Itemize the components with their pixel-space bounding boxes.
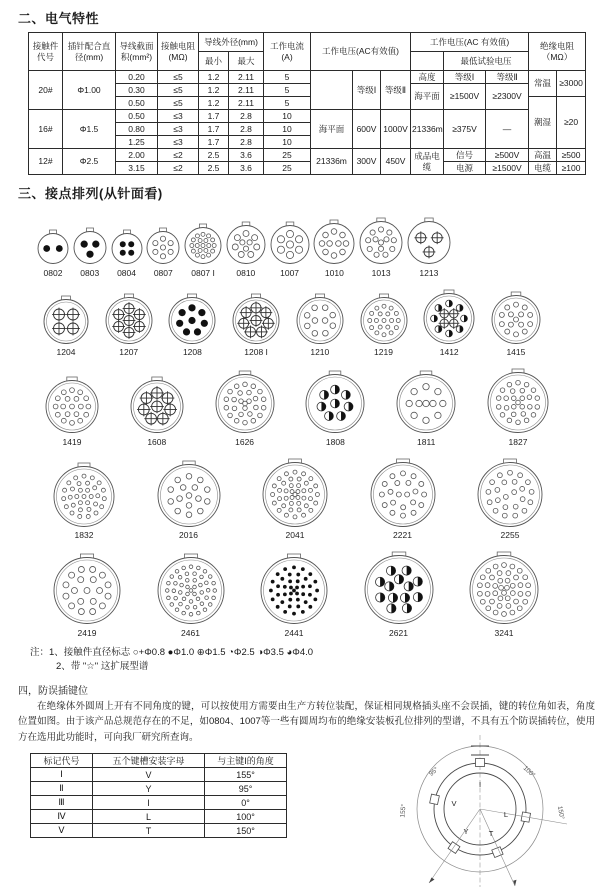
table-cell: ≥20 xyxy=(557,97,586,149)
table-cell: 10 xyxy=(264,123,311,136)
connector-figure xyxy=(359,292,409,358)
table-cell: 2.8 xyxy=(229,136,264,149)
connector-face-icon xyxy=(369,457,437,529)
connector-face-icon xyxy=(145,226,181,266)
connector-face-icon xyxy=(486,367,550,435)
col-header-working-current: 工作电流(A) xyxy=(264,33,311,71)
connector-label: 1013 xyxy=(371,267,391,278)
table-cell: ≥1500V xyxy=(444,84,486,110)
table-cell: 100° xyxy=(205,810,287,824)
keytab-header-code: 标记代号 xyxy=(31,754,93,768)
table-cell: 电缆 xyxy=(529,162,557,175)
table-cell: I xyxy=(93,796,205,810)
col-header-blank xyxy=(411,52,444,71)
key-letter-L: L xyxy=(503,810,509,820)
table-cell: ≤2 xyxy=(158,162,199,175)
table-cell: 2.11 xyxy=(229,71,264,84)
section2-heading: 二、电气特性 xyxy=(18,11,100,26)
angle-label-150: 150° xyxy=(555,805,566,821)
connector-face-icon xyxy=(52,461,116,529)
connector-figure xyxy=(261,457,329,541)
table-cell: Ⅲ xyxy=(31,796,93,810)
connector-figure xyxy=(44,375,100,447)
connector-label: 1208 xyxy=(182,347,202,357)
table-row xyxy=(31,796,287,810)
col-header-wire-od: 导线外径(mm) xyxy=(199,33,264,52)
table-cell: Φ1.5 xyxy=(63,110,116,149)
angle-label-95: 95° xyxy=(427,766,440,778)
connector-label: 1808 xyxy=(325,436,345,447)
connector-row xyxy=(42,288,542,358)
connector-label: 2221 xyxy=(393,530,412,540)
connector-face-icon xyxy=(36,228,70,266)
angle-label-100: 100° xyxy=(521,764,537,780)
connector-figure xyxy=(395,369,457,447)
table-cell: Φ1.00 xyxy=(63,71,116,110)
connector-figure xyxy=(369,457,437,541)
table-cell: ≤5 xyxy=(158,71,199,84)
connector-figure xyxy=(104,292,154,358)
table-cell: 2.11 xyxy=(229,97,264,110)
connector-figure xyxy=(214,369,276,447)
table-row xyxy=(29,71,586,84)
connector-face-icon xyxy=(156,552,226,626)
table-cell: 信号 xyxy=(444,149,486,162)
connector-label: 1213 xyxy=(419,267,439,278)
table-cell: 450V xyxy=(381,149,411,175)
table-cell: 2.5 xyxy=(199,149,229,162)
table-row xyxy=(31,824,287,838)
table-row xyxy=(31,768,287,782)
table-cell: 20# xyxy=(29,71,63,110)
keying-angle-table xyxy=(30,753,287,838)
table-cell: ≥375V xyxy=(444,110,486,149)
table-cell: 潮湿 xyxy=(529,97,557,149)
connector-label: 2041 xyxy=(285,530,305,540)
table-cell: 1.7 xyxy=(199,136,229,149)
connector-face-icon xyxy=(269,220,311,266)
connector-face-icon xyxy=(468,550,540,626)
connector-figure xyxy=(490,290,542,358)
connector-label: 0803 xyxy=(80,267,100,278)
connector-label: 2441 xyxy=(284,627,304,638)
table-cell: 21336m xyxy=(411,110,444,149)
table-cell: Ⅳ xyxy=(31,810,93,824)
section4-paragraph: 在绝缘体外圆周上开有不同角度的键，可以按使用方需要由生产方转位装配，保证相同规格插头座不会误插，键的转位角如表，角度位置如图。由于该产品总规范存在的不足，如0804、1007等一些有圆周均布的绝缘安装板孔位排列的型谱，不具有五个防误插转位，使用方在选用此功能时，可向我厂研究所查询。 xyxy=(18,701,595,743)
table-cell: 1.25 xyxy=(116,136,158,149)
connector-label: 2255 xyxy=(500,530,520,540)
table-cell: — xyxy=(486,110,529,149)
connector-figure xyxy=(225,220,267,278)
table-cell: 成品电缆 xyxy=(411,149,444,175)
connector-face-icon xyxy=(225,220,267,266)
connector-face-icon xyxy=(422,288,476,346)
col-header-min-test-voltage: 最低试验电压 xyxy=(444,52,529,71)
connector-figure xyxy=(110,228,144,278)
table-cell: 1.7 xyxy=(199,110,229,123)
connector-label: 1010 xyxy=(324,267,344,278)
connector-row xyxy=(36,216,452,278)
keytab-header-angle: 与主键I的角度 xyxy=(205,754,287,768)
connector-face-icon xyxy=(129,375,185,435)
connector-label: 2621 xyxy=(389,627,408,638)
connector-face-icon xyxy=(490,290,542,346)
table-cell: ≥500V xyxy=(486,149,529,162)
table-cell: ≥500 xyxy=(557,149,586,162)
notes-block xyxy=(30,646,613,675)
table-cell: ≥3000 xyxy=(557,71,586,97)
table-cell: ≥100 xyxy=(557,162,586,175)
connector-figure xyxy=(363,550,435,638)
table-cell: 1.7 xyxy=(199,123,229,136)
connector-label: 1007 xyxy=(280,267,300,278)
connector-face-icon xyxy=(156,459,222,529)
table-cell: 常温 xyxy=(529,71,557,97)
table-cell: 2.00 xyxy=(116,149,158,162)
table-cell: 0.80 xyxy=(116,123,158,136)
connector-face-icon xyxy=(261,457,329,529)
connector-face-icon xyxy=(359,292,409,346)
connector-figure xyxy=(468,550,540,638)
keyway-diagram-icon xyxy=(383,731,589,891)
connector-label: 0810 xyxy=(236,267,256,278)
connector-figure xyxy=(476,457,544,541)
table-cell: Φ2.5 xyxy=(63,149,116,175)
table-cell: 16# xyxy=(29,110,63,149)
connector-label: 1608 xyxy=(147,436,167,447)
table-cell: 5 xyxy=(264,84,311,97)
section3-heading: 三、接点排列(从针面看) xyxy=(18,186,163,201)
table-cell: 25 xyxy=(264,162,311,175)
table-cell: 0.50 xyxy=(116,110,158,123)
connector-figure xyxy=(72,226,108,278)
connector-figure xyxy=(259,552,329,638)
table-cell: ≥2300V xyxy=(486,84,529,110)
connector-figure xyxy=(358,216,404,278)
table-cell: 3.6 xyxy=(229,162,264,175)
connector-face-icon xyxy=(304,369,366,435)
connector-label: 1412 xyxy=(439,347,459,357)
table-cell: 电源 xyxy=(444,162,486,175)
connector-face-icon xyxy=(167,292,217,346)
bottom-section xyxy=(0,753,613,896)
connector-label: 1827 xyxy=(508,436,528,447)
col-header-insulation-resistance: 绝缘电阻（MΩ） xyxy=(529,33,586,71)
key-letter-Y: Y xyxy=(463,827,469,837)
table-cell: 150° xyxy=(205,824,287,838)
table-cell: 3.15 xyxy=(116,162,158,175)
connector-figure xyxy=(129,375,185,447)
connector-label: 1415 xyxy=(506,347,526,357)
electrical-characteristics-table xyxy=(28,32,586,175)
connector-figure xyxy=(156,459,222,541)
table-cell: V xyxy=(93,768,205,782)
connector-figure xyxy=(312,218,356,278)
connector-face-icon xyxy=(358,216,404,266)
connector-diagram-grid xyxy=(0,216,613,638)
connector-face-icon xyxy=(406,216,452,266)
connector-face-icon xyxy=(72,226,108,266)
connector-face-icon xyxy=(42,294,90,346)
connector-figure xyxy=(295,292,345,358)
note-line-2: 2、带 "☆" 这扩展型谱 xyxy=(56,660,149,672)
note-line-1: 注：1、接触件直径标志 ○+Φ0.8 ●Φ1.0 ⊕Φ1.5 ◔Φ2.5 ◑Φ3.5 ◕Φ4.0 xyxy=(30,646,314,658)
connector-figure xyxy=(156,552,226,638)
table-cell: 10 xyxy=(264,136,311,149)
connector-label: 1204 xyxy=(56,347,76,357)
table-cell: ≤3 xyxy=(158,123,199,136)
col-header-working-voltage-2: 工作电压(AC 有效值) xyxy=(411,33,529,52)
table-cell: 1.2 xyxy=(199,97,229,110)
table-cell: Ⅰ xyxy=(31,768,93,782)
connector-figure xyxy=(486,367,550,447)
key-letter-I: I xyxy=(478,780,482,790)
table-cell: L xyxy=(93,810,205,824)
table-cell: 5 xyxy=(264,97,311,110)
key-letter-T: T xyxy=(488,829,494,839)
connector-label: 1626 xyxy=(235,436,255,447)
table-cell: 0.50 xyxy=(116,97,158,110)
connector-figure xyxy=(269,220,311,278)
table-row xyxy=(29,149,586,162)
table-cell: 1.2 xyxy=(199,84,229,97)
connector-label: 1207 xyxy=(119,347,139,357)
table-cell: 2.5 xyxy=(199,162,229,175)
table-cell: Ⅱ xyxy=(31,782,93,796)
connector-label: 3241 xyxy=(494,627,514,638)
connector-face-icon xyxy=(52,552,122,626)
connector-figure xyxy=(304,369,366,447)
table-cell: 0.30 xyxy=(116,84,158,97)
table-cell: 25 xyxy=(264,149,311,162)
connector-face-icon xyxy=(183,222,223,266)
table-cell: T xyxy=(93,824,205,838)
table-cell: Y xyxy=(93,782,205,796)
table-cell: 等级Ⅱ xyxy=(381,71,411,110)
connector-label: 0807 I xyxy=(191,267,215,278)
connector-label: 0807 xyxy=(153,267,173,278)
table-cell: 高度 xyxy=(411,71,444,84)
connector-figure xyxy=(422,288,476,358)
table-cell: ≤3 xyxy=(158,136,199,149)
connector-face-icon xyxy=(312,218,356,266)
table-cell xyxy=(311,71,353,110)
table-cell: 等级Ⅰ xyxy=(444,71,486,84)
connector-face-icon xyxy=(110,228,144,266)
connector-face-icon xyxy=(295,292,345,346)
table-cell: 10 xyxy=(264,110,311,123)
table-cell: 2.8 xyxy=(229,110,264,123)
connector-label: 2419 xyxy=(77,627,97,638)
connector-face-icon xyxy=(259,552,329,626)
col-header-wire-area: 导线截面积(mm²) xyxy=(116,33,158,71)
table-cell: ≥1500V xyxy=(486,162,529,175)
section4-heading: 四，防误插键位 xyxy=(18,686,88,697)
angle-label-155: 155° xyxy=(399,803,408,819)
table-cell: 1000V xyxy=(381,110,411,149)
table-cell: ≤5 xyxy=(158,97,199,110)
connector-face-icon xyxy=(44,375,100,435)
table-cell: 海平面 xyxy=(411,84,444,110)
keying-position-diagram xyxy=(383,731,589,896)
table-row xyxy=(31,782,287,796)
connector-label: 2461 xyxy=(181,627,200,638)
connector-figure xyxy=(145,226,181,278)
table-row xyxy=(29,110,586,123)
connector-face-icon xyxy=(214,369,276,435)
connector-label: 1210 xyxy=(310,347,330,357)
table-cell: 等级Ⅱ xyxy=(486,71,529,84)
table-cell: 0° xyxy=(205,796,287,810)
connector-face-icon xyxy=(395,369,457,435)
connector-label: 1832 xyxy=(74,530,94,540)
connector-face-icon xyxy=(476,457,544,529)
table-cell: 1.2 xyxy=(199,71,229,84)
col-header-contact-code: 接触件代号 xyxy=(29,33,63,71)
connector-figure xyxy=(183,222,223,278)
key-letter-V: V xyxy=(451,799,457,809)
table-cell: Ⅴ xyxy=(31,824,93,838)
table-cell: ≤5 xyxy=(158,84,199,97)
connector-label: 0802 xyxy=(43,267,63,278)
table-cell: 0.20 xyxy=(116,71,158,84)
table-cell: 海平面 xyxy=(311,110,353,149)
connector-row xyxy=(44,367,550,447)
connector-figure xyxy=(42,294,90,358)
connector-label: 1219 xyxy=(374,347,393,357)
table-cell: ≤3 xyxy=(158,110,199,123)
table-cell: 12# xyxy=(29,149,63,175)
connector-figure xyxy=(36,228,70,278)
table-cell: 高温 xyxy=(529,149,557,162)
connector-figure xyxy=(406,216,452,278)
table-cell: 2.8 xyxy=(229,123,264,136)
connector-label: 0804 xyxy=(117,267,136,278)
col-header-contact-resistance: 接触电阻(MΩ) xyxy=(158,33,199,71)
col-header-max: 最大 xyxy=(229,52,264,71)
connector-row xyxy=(52,457,544,541)
connector-face-icon xyxy=(104,292,154,346)
connector-row xyxy=(52,550,540,638)
connector-label: 1811 xyxy=(417,436,436,447)
table-cell: 300V xyxy=(353,149,381,175)
connector-label: 1208 I xyxy=(244,347,268,357)
col-header-pin-diameter: 插针配合直径(mm) xyxy=(63,33,116,71)
connector-figure xyxy=(52,461,116,541)
table-cell: 155° xyxy=(205,768,287,782)
connector-label: 2016 xyxy=(179,530,198,540)
table-cell: 95° xyxy=(205,782,287,796)
table-cell: 21336m xyxy=(311,149,353,175)
connector-figure xyxy=(167,292,217,358)
col-header-min: 最小 xyxy=(199,52,229,71)
table-cell: 等级Ⅰ xyxy=(353,71,381,110)
table-cell: 2.11 xyxy=(229,84,264,97)
connector-label: 1419 xyxy=(62,436,82,447)
connector-figure xyxy=(52,552,122,638)
connector-figure xyxy=(231,292,281,358)
table-cell: 3.6 xyxy=(229,149,264,162)
keytab-header-letter: 五个键槽安装字母 xyxy=(93,754,205,768)
table-cell: 600V xyxy=(353,110,381,149)
connector-face-icon xyxy=(363,550,435,626)
table-cell: 5 xyxy=(264,71,311,84)
connector-face-icon xyxy=(231,292,281,346)
col-header-working-voltage: 工作电压(AC有效值) xyxy=(311,33,411,71)
table-cell: ≤2 xyxy=(158,149,199,162)
